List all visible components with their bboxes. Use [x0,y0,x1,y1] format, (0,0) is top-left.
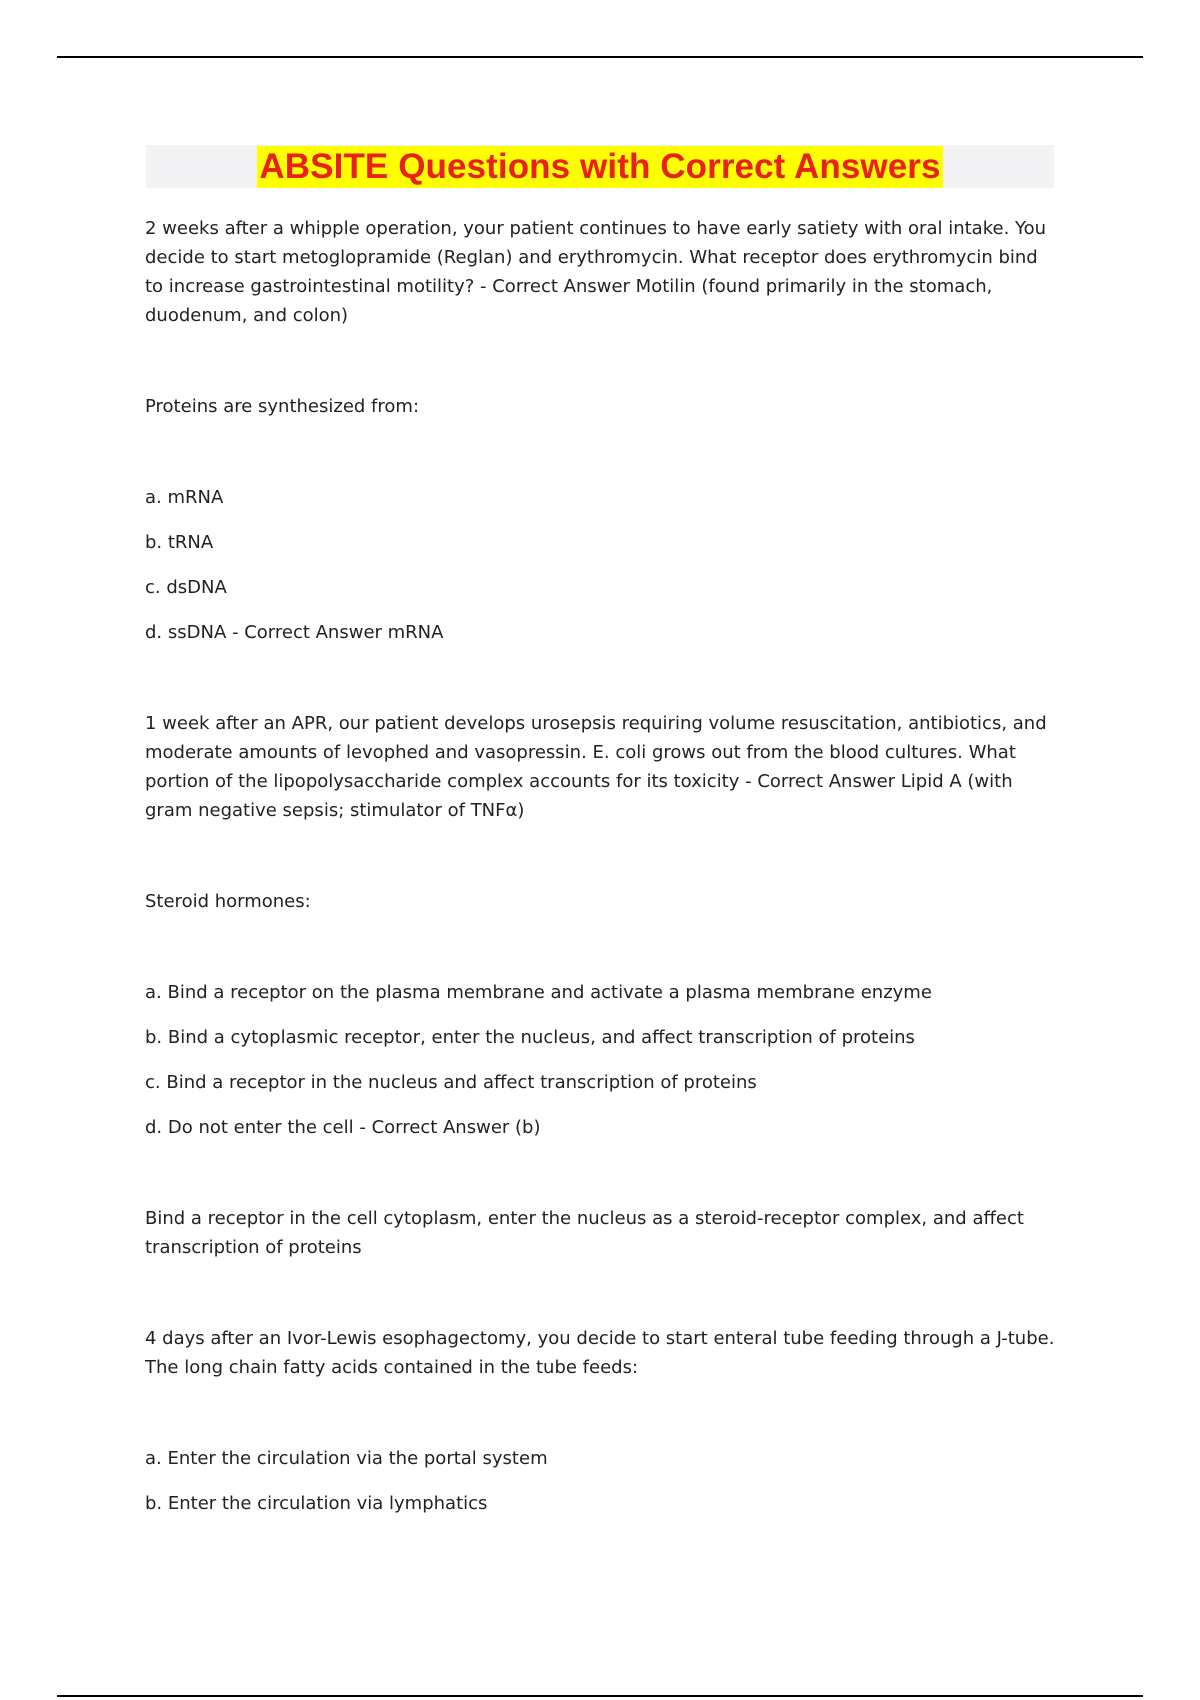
question-5-option-b: b. Enter the circulation via lymphatics [145,1493,488,1514]
question-1: 2 weeks after a whipple operation, your patient continues to have early satiety with oral intake. You decide to start metoglopramide (Reglan) and erythromycin. What receptor does erythromycin bind to increase gastrointestinal motility? - Correct Answer Motilin (found primarily in the stomach, duodenum, and colon) [145,218,1047,326]
question-2-option-d: d. ssDNA - Correct Answer mRNA [145,622,444,643]
question-4-option-a: a. Bind a receptor on the plasma membrane and activate a plasma membrane enzyme [145,982,932,1003]
question-2-option-b: b. tRNA [145,532,214,553]
footer-rule [57,1695,1143,1697]
question-4-explanation: Bind a receptor in the cell cytoplasm, enter the nucleus as a steroid-receptor complex, and affect transcription of proteins [145,1208,1024,1258]
question-4-stem: Steroid hormones: [145,891,311,912]
document-body [145,214,1060,1518]
question-4-option-b: b. Bind a cytoplasmic receptor, enter the nucleus, and affect transcription of proteins [145,1027,915,1048]
question-3: 1 week after an APR, our patient develops urosepsis requiring volume resuscitation, antibiotics, and moderate amounts of levophed and vasopressin. E. coli grows out from the blood cultures. What portion of the lipopolysaccharide complex accounts for its toxicity - Correct Answer Lipid A (with gram negative sepsis; stimulator of TNFα) [145,713,1047,821]
question-2-option-a: a. mRNA [145,487,224,508]
document-title: ABSITE Questions with Correct Answers [259,147,941,186]
question-4-option-d: d. Do not enter the cell - Correct Answer (b) [145,1117,541,1138]
question-2-option-c: c. dsDNA [145,577,227,598]
header-rule [57,56,1143,58]
question-5-stem: 4 days after an Ivor-Lewis esophagectomy, you decide to start enteral tube feeding through a J-tube. The long chain fatty acids contained in the tube feeds: [145,1328,1055,1378]
question-5-option-a: a. Enter the circulation via the portal system [145,1448,548,1469]
question-2-stem: Proteins are synthesized from: [145,396,420,417]
question-4-option-c: c. Bind a receptor in the nucleus and affect transcription of proteins [145,1072,757,1093]
title-banner [146,145,1054,188]
